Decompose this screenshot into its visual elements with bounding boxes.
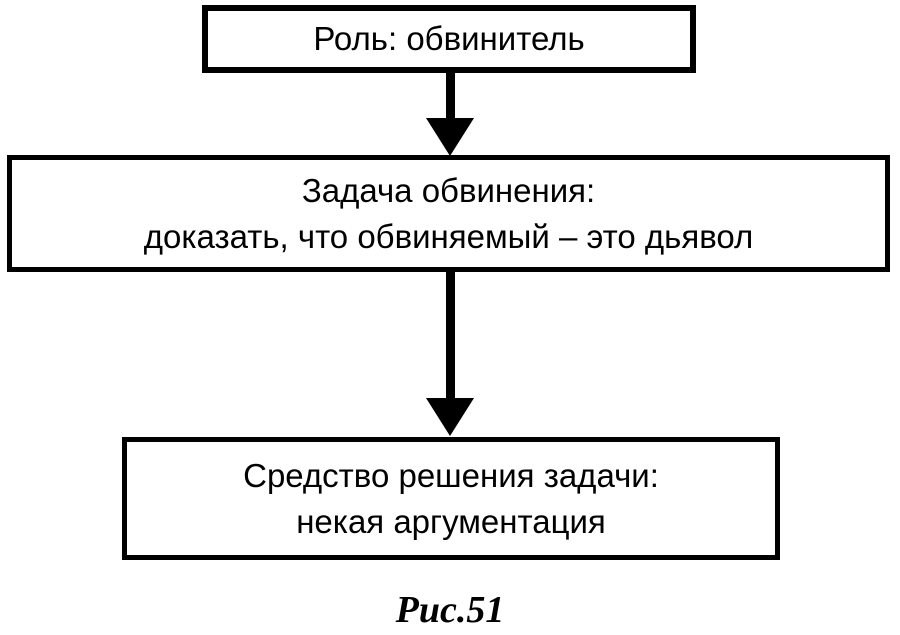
- flow-box-means-line1: Средство решения задачи:: [243, 456, 659, 494]
- flow-box-task: [7, 155, 890, 272]
- arrow-head-icon: [426, 398, 474, 436]
- flow-box-means: [122, 437, 780, 560]
- arrow-stem: [446, 73, 455, 123]
- flow-box-task-line1: Задача обвинения:: [301, 171, 596, 209]
- arrow-stem: [446, 272, 455, 400]
- flow-box-role: [202, 5, 696, 73]
- flow-box-role-text: Роль: обвинитель: [313, 20, 585, 57]
- figure-caption: Рис.51: [395, 589, 505, 631]
- flow-box-task-line2: доказать, что обвиняемый – это дьявол: [143, 217, 754, 255]
- flow-box-means-line2: некая аргументация: [296, 502, 606, 540]
- arrow-head-icon: [426, 118, 474, 156]
